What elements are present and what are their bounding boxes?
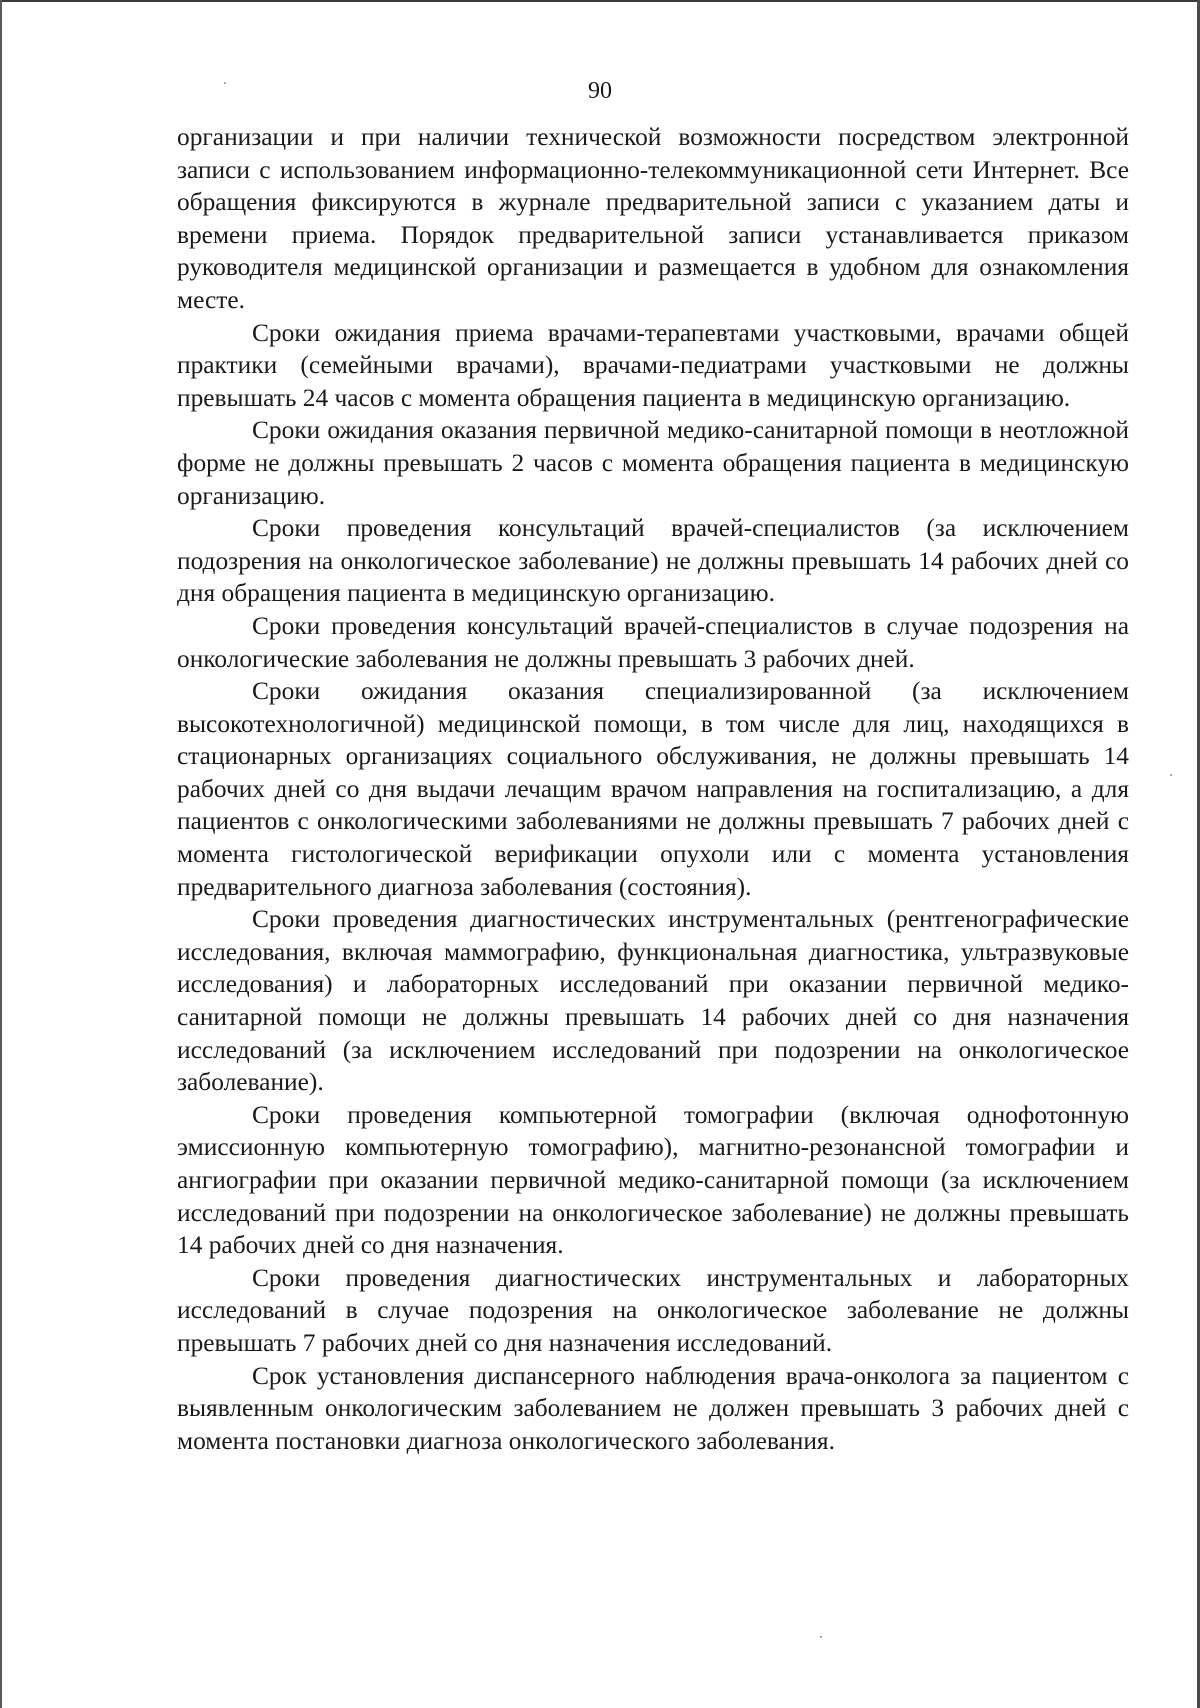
paragraph-diagnostics: Сроки проведения диагностических инструментальных (рентгенографические исследования, включая маммографию, функциональная диагностика, ультразвуковые исследования) и лабораторных исследований при оказании первичной медико-санитарной помощи не должны превышать 14 рабочих дней со дня назначения исследований (за исключением исследований при подозрении на онкологическое заболевание). [177, 905, 1129, 1097]
scan-speck [1170, 774, 1172, 776]
scan-left-edge [0, 0, 2, 1708]
paragraph-oncology-consult: Сроки проведения консультаций врачей-специалистов в случае подозрения на онкологические заболевания не должны превышать 3 рабочих дней. [177, 611, 1129, 673]
scan-top-edge [0, 0, 1200, 2]
paragraph-dispensary-observation: Срок установления диспансерного наблюдения врача-онколога за пациентом с выявленным онкологическим заболеванием не должен превышать 3 рабочих дней с момента постановки диагноза онкологического заболевания. [177, 1361, 1129, 1455]
paragraph-urgent-care-wait: Сроки ожидания оказания первичной медико-санитарной помощи в неотложной форме не должны превышать 2 часов с момента обращения пациента в медицинскую организацию. [177, 416, 1129, 510]
page-number: 90 [588, 78, 612, 104]
paragraph-continuation: организации и при наличии технической возможности посредством электронной записи с использованием информационно-телекоммуникационной сети Интернет. Все обращения фиксируются в журнале предварительной записи с указанием даты и времени приема. Порядок предварительной записи устанавливается приказом руководителя медицинской организации и размещается в удобном для ознакомления месте. [177, 123, 1129, 314]
paragraph-therapist-wait: Сроки ожидания приема врачами-терапевтами участковыми, врачами общей практики (семейными врачами), врачами-педиатрами участковыми не должны превышать 24 часов с момента обращения пациента в медицинскую организацию. [177, 318, 1129, 412]
paragraph-tomography: Сроки проведения компьютерной томографии (включая однофотонную эмиссионную компьютерную томографию), магнитно-резонансной томографии и ангиографии при оказании первичной медико-санитарной помощи (за исключением исследований при подозрении на онкологическое заболевание) не должны превышать 14 рабочих дней со дня назначения. [177, 1100, 1129, 1260]
paragraph-specialist-consult: Сроки проведения консультаций врачей-специалистов (за исключением подозрения на онкологическое заболевание) не должны превышать 14 рабочих дней со дня обращения пациента в медицинскую организацию. [177, 514, 1129, 608]
document-body [177, 121, 1129, 1457]
scan-speck [820, 1636, 822, 1638]
paragraph-specialized-care: Сроки ожидания оказания специализированной (за исключением высокотехнологичной) медицинской помощи, в том числе для лиц, находящихся в стационарных организациях социального обслуживания, не должны превышать 14 рабочих дней со дня выдачи лечащим врачом направления на госпитализацию, а для пациентов с онкологическими заболеваниями не должны превышать 7 рабочих дней с момента гистологической верификации опухоли или с момента установления предварительного диагноза заболевания (состояния). [177, 677, 1129, 901]
paragraph-oncology-diagnostics: Сроки проведения диагностических инструментальных и лабораторных исследований в случае подозрения на онкологическое заболевание не должны превышать 7 рабочих дней со дня назначения исследований. [177, 1263, 1129, 1357]
